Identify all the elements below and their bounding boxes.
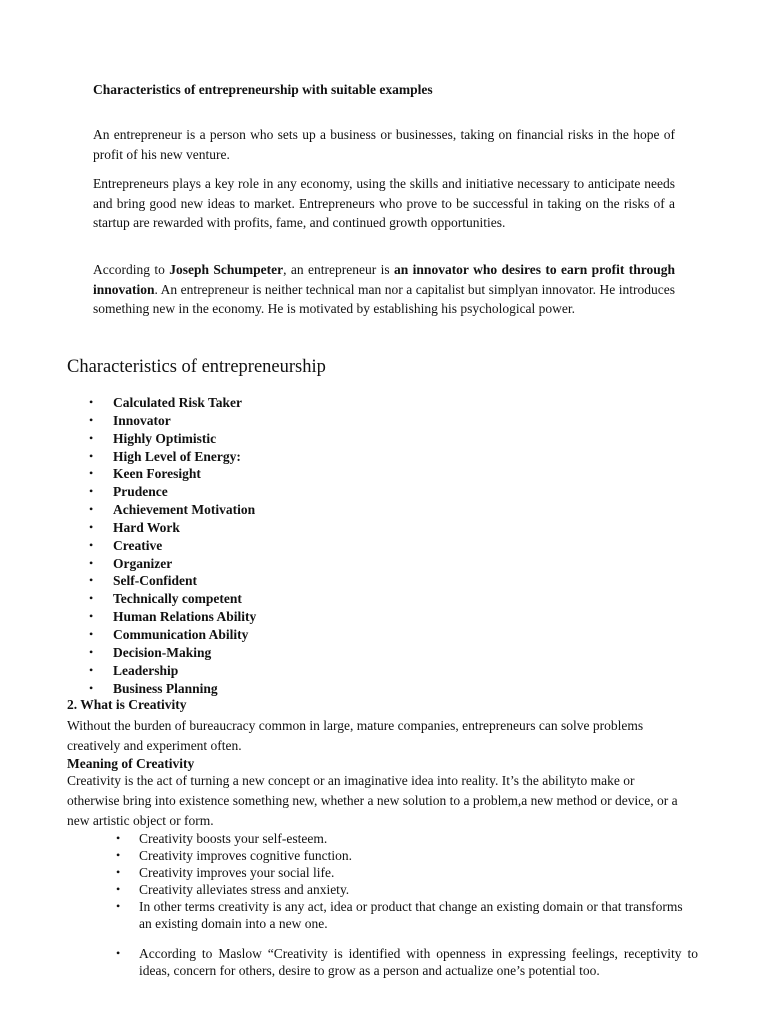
bullet-icon: • — [89, 412, 94, 427]
list-item — [114, 881, 694, 898]
list-item — [67, 608, 667, 626]
list-item — [67, 572, 667, 590]
document-title: Characteristics of entrepreneurship with suitable examples — [93, 82, 433, 97]
meaning-of-creativity-heading: Meaning of Creativity — [67, 756, 195, 771]
bullet-icon: • — [89, 662, 94, 677]
characteristics-list — [67, 394, 667, 697]
bullet-icon: • — [89, 555, 94, 570]
list-item — [67, 412, 667, 430]
what-is-creativity-heading: 2. What is Creativity — [67, 697, 187, 712]
list-item — [114, 864, 694, 881]
list-item-label: High Level of Energy: — [113, 448, 241, 464]
list-item — [114, 945, 698, 979]
list-item — [67, 555, 667, 573]
bullet-icon: • — [89, 573, 94, 588]
bullet-icon: • — [116, 946, 121, 960]
bullet-icon: • — [89, 680, 94, 695]
list-item-label: Achievement Motivation — [113, 502, 256, 518]
bullet-icon: • — [89, 430, 94, 445]
bullet-icon: • — [89, 448, 94, 463]
list-item — [67, 465, 667, 483]
list-item-label: Creative — [113, 537, 163, 553]
bullet-icon: • — [89, 626, 94, 641]
list-item — [67, 537, 667, 555]
list-item-label: Creativity improves cognitive function. — [139, 848, 352, 863]
section-heading: Characteristics of entrepreneurship — [67, 357, 326, 377]
bullet-icon: • — [89, 609, 94, 624]
list-item-label: Leadership — [113, 662, 179, 678]
list-item-label: Creativity boosts your self-esteem. — [139, 831, 328, 846]
p3-mid: , an entrepreneur is — [283, 262, 395, 277]
list-item-label: Communication Ability — [113, 626, 249, 642]
bullet-icon: • — [116, 882, 121, 896]
bullet-icon: • — [89, 466, 94, 481]
p3-tail: . An entrepreneur is neither technical man nor a capitalist but simplyan innovator. He introduces something new in the economy. He is motivated by establishing his psychological power. — [93, 281, 675, 316]
bullet-icon: • — [89, 644, 94, 659]
maslow-definition-list — [114, 945, 698, 979]
list-item-label: Human Relations Ability — [113, 609, 257, 625]
list-item-label: In other terms creativity is any act, idea or product that change an existing domain or that transforms an existing domain into a new one. — [139, 899, 683, 931]
list-item — [67, 483, 667, 501]
bullet-icon: • — [116, 899, 121, 913]
list-item — [67, 626, 667, 644]
list-item-label: Decision-Making — [113, 644, 212, 660]
list-item-label: Prudence — [113, 484, 168, 500]
list-item — [67, 430, 667, 448]
list-item — [67, 394, 667, 412]
list-item — [114, 898, 694, 932]
bullet-icon: • — [89, 395, 94, 409]
list-item — [67, 644, 667, 662]
list-item — [67, 662, 667, 680]
bullet-icon: • — [116, 831, 121, 845]
list-item-label: Innovator — [113, 412, 171, 428]
list-item — [67, 448, 667, 466]
bullet-icon: • — [89, 484, 94, 499]
schumpeter-name: Joseph Schumpeter — [169, 262, 284, 277]
innovator-definition: an innovator who desires to earn profit through innovation — [93, 262, 676, 297]
p3-lead: According to — [93, 262, 170, 277]
maslow-quote: According to Maslow “Creativity is identified with openness in expressing feelings, receptivity to ideas, concern for others, desire to grow as a person and actualize one’s potential too. — [139, 946, 698, 978]
list-item-label: Keen Foresight — [113, 466, 201, 482]
list-item — [67, 680, 667, 698]
creativity-benefits-list — [114, 830, 694, 932]
list-item — [114, 830, 694, 847]
list-item — [67, 519, 667, 537]
bullet-icon: • — [89, 519, 94, 534]
list-item — [67, 501, 667, 519]
list-item-label: Hard Work — [113, 519, 180, 535]
list-item-label: Business Planning — [113, 680, 218, 696]
list-item-label: Creativity improves your social life. — [139, 865, 335, 880]
bullet-icon: • — [116, 865, 121, 879]
list-item — [67, 590, 667, 608]
list-item-label: Technically competent — [113, 591, 242, 607]
bullet-icon: • — [89, 537, 94, 552]
bullet-icon: • — [89, 591, 94, 606]
meaning-of-creativity-text: Creativity is the act of turning a new concept or an imaginative idea into reality. It’s the abilityto make or otherwise bring into existence something new, whether a new solution to a problem,a new method or device, or a new artistic object or form. — [67, 773, 678, 828]
list-item-label: Organizer — [113, 555, 173, 571]
what-is-creativity-text: Without the burden of bureaucracy common in large, mature companies, entrepreneurs can solve problems creatively and experiment often. — [67, 718, 644, 753]
list-item-label: Calculated Risk Taker — [113, 395, 243, 410]
list-item-label: Creativity alleviates stress and anxiety. — [139, 882, 350, 897]
bullet-icon: • — [116, 848, 121, 862]
bullet-icon: • — [89, 502, 94, 517]
intro-paragraph-2: Entrepreneurs plays a key role in any economy, using the skills and initiative necessary to anticipate needs and bring good new ideas to market. Entrepreneurs who prove to be successful in taking on the risks of a startup are rewarded with profits, fame, and continued growth opportunities. — [93, 176, 675, 230]
list-item-label: Highly Optimistic — [113, 430, 217, 446]
list-item — [114, 847, 694, 864]
list-item-label: Self-Confident — [113, 573, 197, 589]
intro-paragraph-1: An entrepreneur is a person who sets up a business or businesses, taking on financial risks in the hope of profit of his new venture. — [93, 127, 675, 162]
intro-paragraph-3 — [93, 260, 675, 319]
